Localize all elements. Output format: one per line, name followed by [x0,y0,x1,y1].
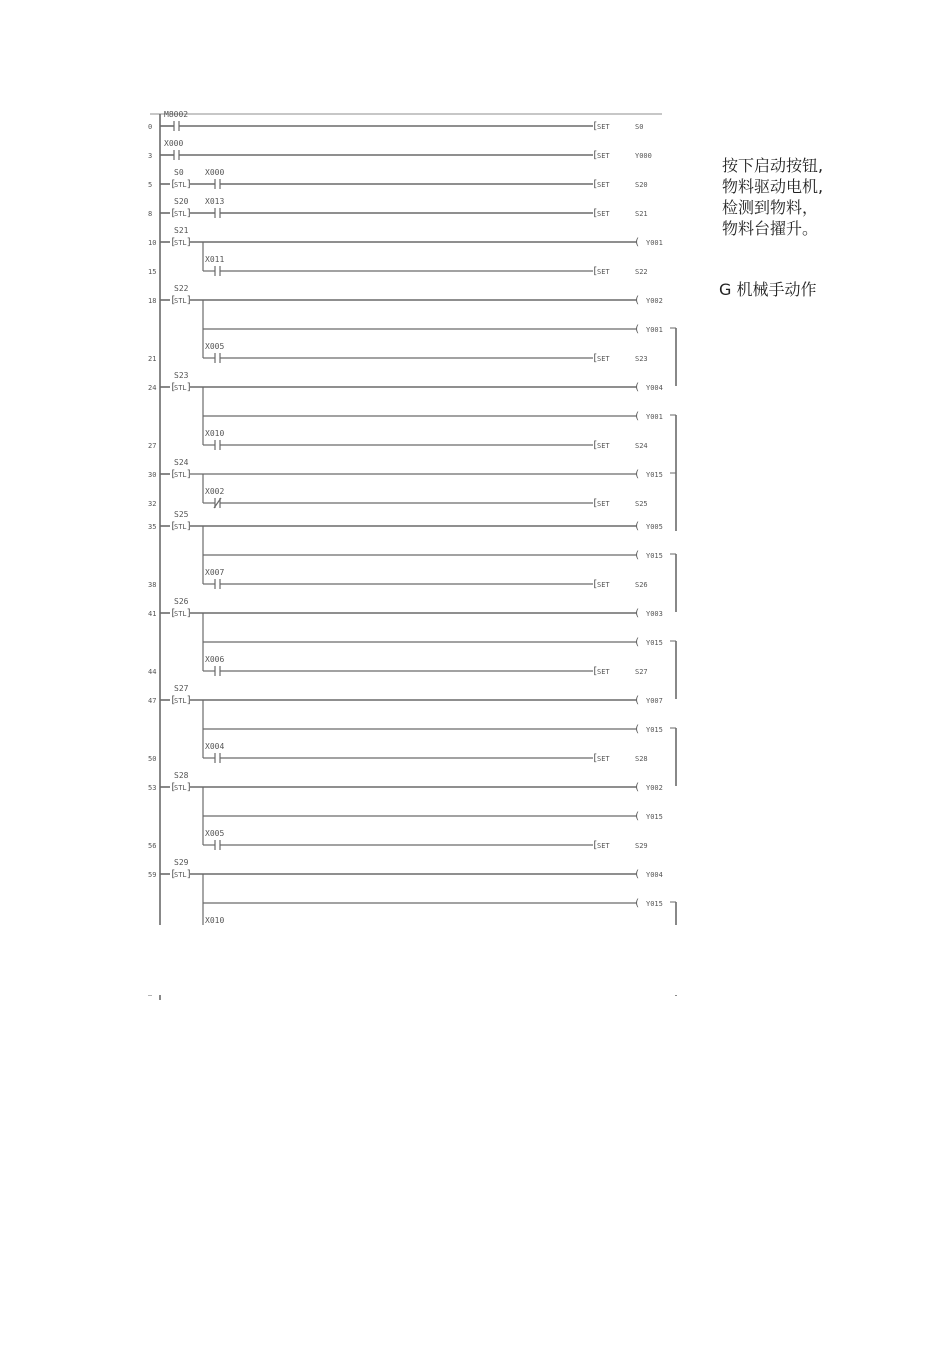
coil-paren: ( [634,411,641,422]
stl-bracket: ] [186,179,193,190]
stl-bracket: ] [186,237,193,248]
coil-label: Y001 [646,239,663,247]
set-target-label: S23 [635,355,648,363]
contact-label: X000 [205,168,225,177]
coil-label: Y005 [646,523,663,531]
coil-label: Y001 [646,326,663,334]
stl-state-label: S23 [174,371,189,380]
stl-state-label: S27 [174,684,189,693]
set-target-label: S29 [635,842,648,850]
set-bracket: [ [592,179,599,190]
step-number: 15 [148,268,157,276]
coil-label: Y015 [646,552,663,560]
stl-state-label: S28 [174,771,189,780]
set-instruction-label: SET [597,500,610,508]
step-number: 41 [148,610,157,618]
set-instruction-label: SET [597,268,610,276]
set-bracket: [ [592,440,599,451]
stl-state-label: S0 [174,168,184,177]
stl-state-label: S26 [174,597,189,606]
stl-bracket: ] [186,521,193,532]
coil-label: Y004 [646,384,663,392]
coil-paren: ( [634,521,641,532]
stl-keyword: STL [174,297,187,305]
stl-bracket: [ [170,608,177,619]
coil-paren: ( [634,898,641,909]
step-number: 18 [148,297,157,305]
step-number: 59 [148,871,157,879]
annotation-line-3: 检测到物料， [722,198,819,217]
contact-label: X011 [205,255,225,264]
set-bracket: [ [592,150,599,161]
set-instruction-label: SET [597,355,610,363]
coil-label: Y002 [646,297,663,305]
stl-keyword: STL [174,471,187,479]
stl-bracket: [ [170,295,177,306]
contact-label: X000 [164,139,184,148]
set-bracket: [ [592,121,599,132]
contact-label: X005 [205,342,225,351]
coil-label: Y015 [646,813,663,821]
set-target-label: S24 [635,442,648,450]
step-number: 50 [148,755,157,763]
stl-state-label: S21 [174,226,189,235]
annotation-line-2: 物料驱动电机, [722,177,824,196]
step-number: 38 [148,581,157,589]
stl-bracket: ] [186,782,193,793]
set-instruction-label: SET [597,181,610,189]
step-number: 8 [148,210,153,218]
annotation-line-1: 按下启动按钮, [722,156,824,175]
step-number: 24 [148,384,157,392]
stl-keyword: STL [174,871,187,879]
stl-bracket: [ [170,695,177,706]
set-target-label: Y000 [635,152,652,160]
coil-label: Y015 [646,900,663,908]
set-instruction-label: SET [597,152,610,160]
set-bracket: [ [592,840,599,851]
step-number: 3 [148,152,153,160]
stl-bracket: ] [186,295,193,306]
set-instruction-label: SET [597,668,610,676]
set-target-label: S20 [635,181,648,189]
annotation-line-4: 物料台擢升。 [722,219,819,238]
stl-state-label: S24 [174,458,189,467]
stl-keyword: STL [174,784,187,792]
coil-paren: ( [634,782,641,793]
stl-state-label: S29 [174,858,189,867]
set-target-label: S21 [635,210,648,218]
set-target-label: S25 [635,500,648,508]
stl-keyword: STL [174,384,187,392]
coil-paren: ( [634,869,641,880]
coil-label: Y015 [646,639,663,647]
step-number: 10 [148,239,157,247]
set-instruction-label: SET [597,581,610,589]
set-bracket: [ [592,208,599,219]
step-number: 21 [148,355,157,363]
set-target-label: S28 [635,755,648,763]
stl-state-label: S25 [174,510,189,519]
contact-label: X010 [205,916,225,925]
stl-bracket: [ [170,237,177,248]
coil-label: Y004 [646,871,663,879]
coil-paren: ( [634,811,641,822]
set-bracket: [ [592,666,599,677]
stl-state-label: S22 [174,284,189,293]
contact-label: X007 [205,568,225,577]
coil-paren: ( [634,550,641,561]
set-instruction-label: SET [597,842,610,850]
stl-bracket: ] [186,208,193,219]
contact-label: X006 [205,655,225,664]
coil-paren: ( [634,608,641,619]
set-bracket: [ [592,579,599,590]
set-bracket: [ [592,353,599,364]
stl-bracket: ] [186,695,193,706]
coil-label: Y002 [646,784,663,792]
set-bracket: [ [592,266,599,277]
contact-label: X002 [205,487,225,496]
coil-paren: ( [634,324,641,335]
stl-bracket: [ [170,782,177,793]
coil-paren: ( [634,724,641,735]
coil-paren: ( [634,695,641,706]
step-number: 30 [148,471,157,479]
stl-bracket: ] [186,469,193,480]
step-number: 35 [148,523,157,531]
set-target-label: S0 [635,123,644,131]
step-number: 27 [148,442,157,450]
set-bracket: [ [592,753,599,764]
coil-paren: ( [634,295,641,306]
stl-bracket: [ [170,179,177,190]
step-number: 5 [148,181,153,189]
step-number: 47 [148,697,157,705]
annotation-main [722,155,892,239]
step-number: 56 [148,842,157,850]
stl-keyword: STL [174,610,187,618]
step-number: 44 [148,668,157,676]
annotation-robot-action: G 机械手动作 [719,280,817,299]
set-target-label: S22 [635,268,648,276]
stl-keyword: STL [174,210,187,218]
coil-label: Y007 [646,697,663,705]
contact-label: X005 [205,829,225,838]
stl-bracket: [ [170,208,177,219]
set-instruction-label: SET [597,755,610,763]
stl-bracket: ] [186,608,193,619]
step-number: 32 [148,500,157,508]
set-target-label: S27 [635,668,648,676]
scan-gap [147,925,687,995]
coil-label: Y001 [646,413,663,421]
coil-label: Y003 [646,610,663,618]
stl-bracket: [ [170,521,177,532]
step-number: 0 [148,123,153,131]
stl-keyword: STL [174,181,187,189]
stl-keyword: STL [174,697,187,705]
stl-bracket: [ [170,869,177,880]
set-instruction-label: SET [597,442,610,450]
stl-bracket: [ [170,469,177,480]
stl-state-label: S20 [174,197,189,206]
contact-label: X010 [205,429,225,438]
set-bracket: [ [592,498,599,509]
contact-label: M8002 [164,110,189,119]
contact-label: X004 [205,742,225,751]
contact-label: X013 [205,197,225,206]
coil-paren: ( [634,637,641,648]
set-instruction-label: SET [597,123,610,131]
coil-label: Y015 [646,471,663,479]
coil-paren: ( [634,382,641,393]
step-number: 53 [148,784,157,792]
set-instruction-label: SET [597,210,610,218]
stl-bracket: [ [170,382,177,393]
coil-paren: ( [634,469,641,480]
stl-keyword: STL [174,239,187,247]
stl-bracket: ] [186,869,193,880]
stl-bracket: ] [186,382,193,393]
stl-keyword: STL [174,523,187,531]
coil-label: Y015 [646,726,663,734]
coil-paren: ( [634,237,641,248]
set-target-label: S26 [635,581,648,589]
